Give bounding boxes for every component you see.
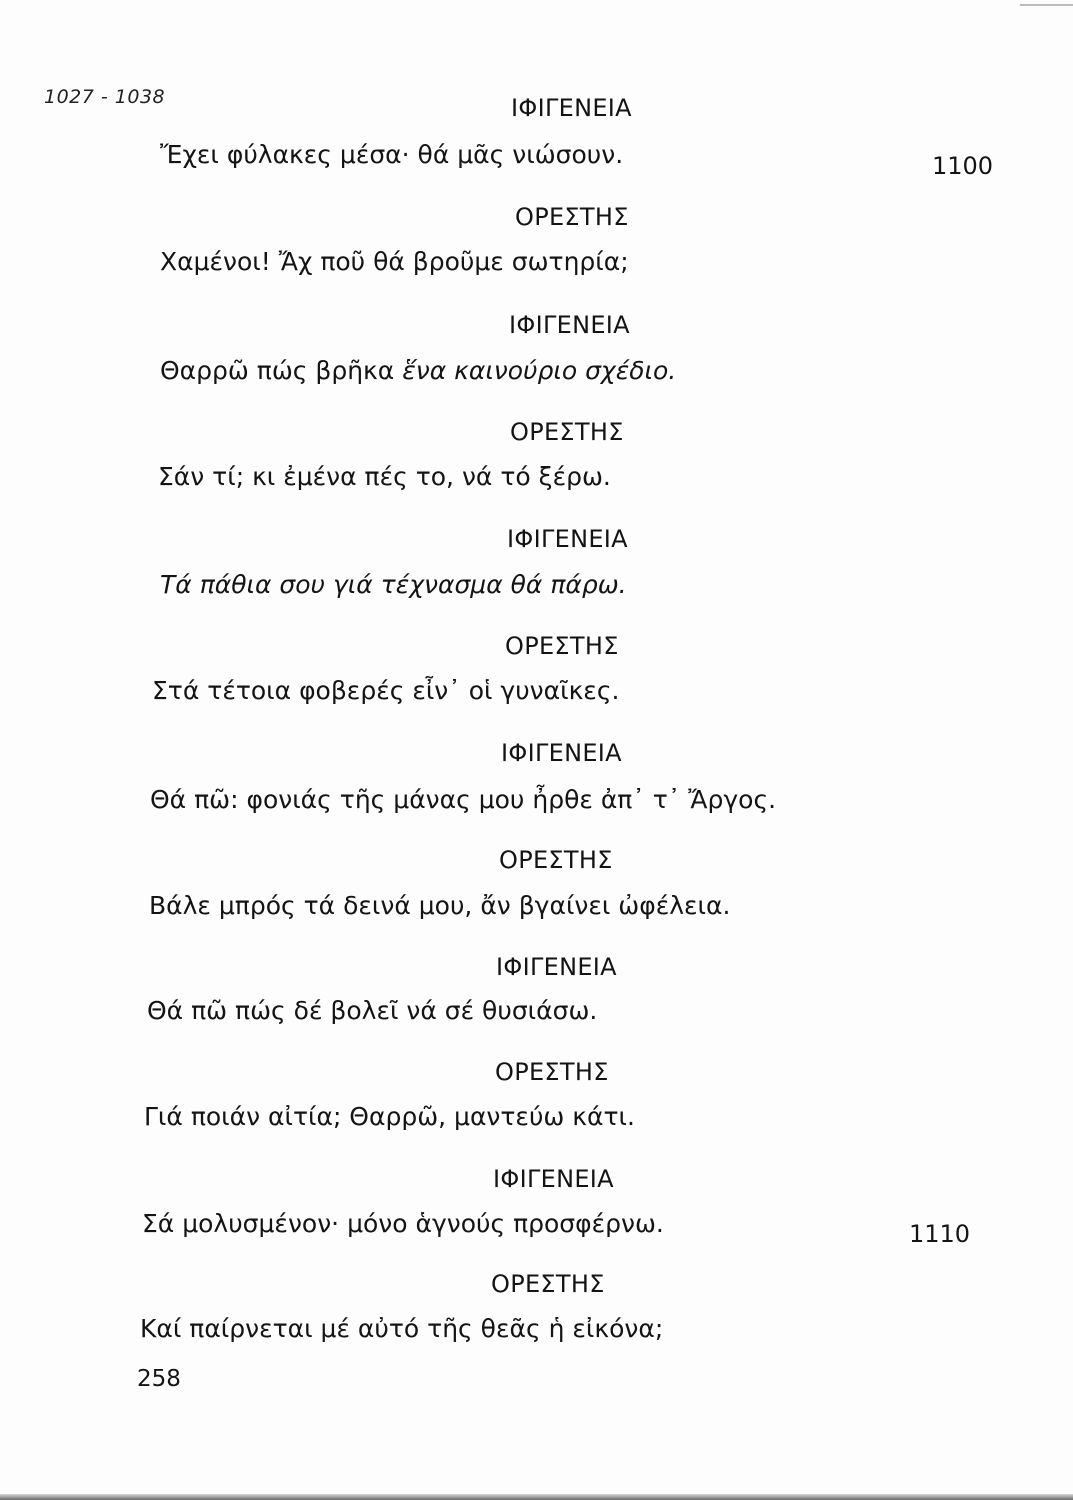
verse-line: Θά πῶ: φονιάς τῆς μάνας μου ἦρθε ἀπ᾿ τ᾿ Ἄργος. xyxy=(150,785,777,814)
speaker-name: ΟΡΕΣΤΗΣ xyxy=(491,1270,605,1298)
verse-line: Ἔχει φύλακες μέσα· θά μᾶς νιώσουν. xyxy=(160,140,624,169)
verse-line: Σάν τί; κι ἐμένα πές το, νά τό ξέρω. xyxy=(158,462,611,491)
scan-edge-top xyxy=(1020,4,1073,6)
speaker-name: ΟΡΕΣΤΗΣ xyxy=(499,846,613,874)
verse-line: Θά πῶ πώς δέ βολεῖ νά σέ θυσιάσω. xyxy=(147,996,598,1025)
speaker-name: ΙΦΙΓΕΝΕΙΑ xyxy=(501,739,622,767)
speaker-name: ΙΦΙΓΕΝΕΙΑ xyxy=(493,1165,614,1193)
verse-line: Γιά ποιάν αἰτία; Θαρρῶ, μαντεύω κάτι. xyxy=(144,1102,635,1131)
verse-line-part: Θαρρῶ πώς βρῆκα xyxy=(160,356,403,385)
speaker-name: ΙΦΙΓΕΝΕΙΑ xyxy=(507,525,628,553)
speaker-name: ΟΡΕΣΤΗΣ xyxy=(510,418,624,446)
scan-edge-bottom xyxy=(0,1494,1073,1500)
verse-line: Τά πάθια σου γιά τέχνασμα θά πάρω. xyxy=(160,570,627,599)
speaker-name: ΙΦΙΓΕΝΕΙΑ xyxy=(509,311,630,339)
verse-line: Βάλε μπρός τά δεινά μου, ἄν βγαίνει ὠφέλεια. xyxy=(149,891,731,920)
verse-line: Καί παίρνεται μέ αὐτό τῆς θεᾶς ἡ εἰκόνα; xyxy=(140,1314,664,1343)
verse-line: Χαμένοι! Ἄχ ποῦ θά βροῦμε σωτηρία; xyxy=(160,247,629,276)
speaker-name: ΟΡΕΣΤΗΣ xyxy=(515,203,629,231)
page-number: 258 xyxy=(137,1366,181,1392)
verse-line xyxy=(160,356,676,385)
speaker-name: ΙΦΙΓΕΝΕΙΑ xyxy=(496,953,617,981)
speaker-name: ΙΦΙΓΕΝΕΙΑ xyxy=(511,94,632,122)
line-range: 1027 - 1038 xyxy=(44,86,166,108)
verse-number: 1110 xyxy=(909,1220,971,1248)
speaker-name: ΟΡΕΣΤΗΣ xyxy=(495,1058,609,1086)
verse-line: Στά τέτοια φοβερές εἶν᾿ οἱ γυναῖκες. xyxy=(152,676,620,705)
verse-line: Σά μολυσμένον· μόνο ἁγνούς προσφέρνω. xyxy=(142,1209,664,1238)
speaker-name: ΟΡΕΣΤΗΣ xyxy=(505,632,619,660)
verse-number: 1100 xyxy=(932,152,994,180)
verse-line-italic: ἕνα καινούριο σχέδιο. xyxy=(402,356,677,385)
